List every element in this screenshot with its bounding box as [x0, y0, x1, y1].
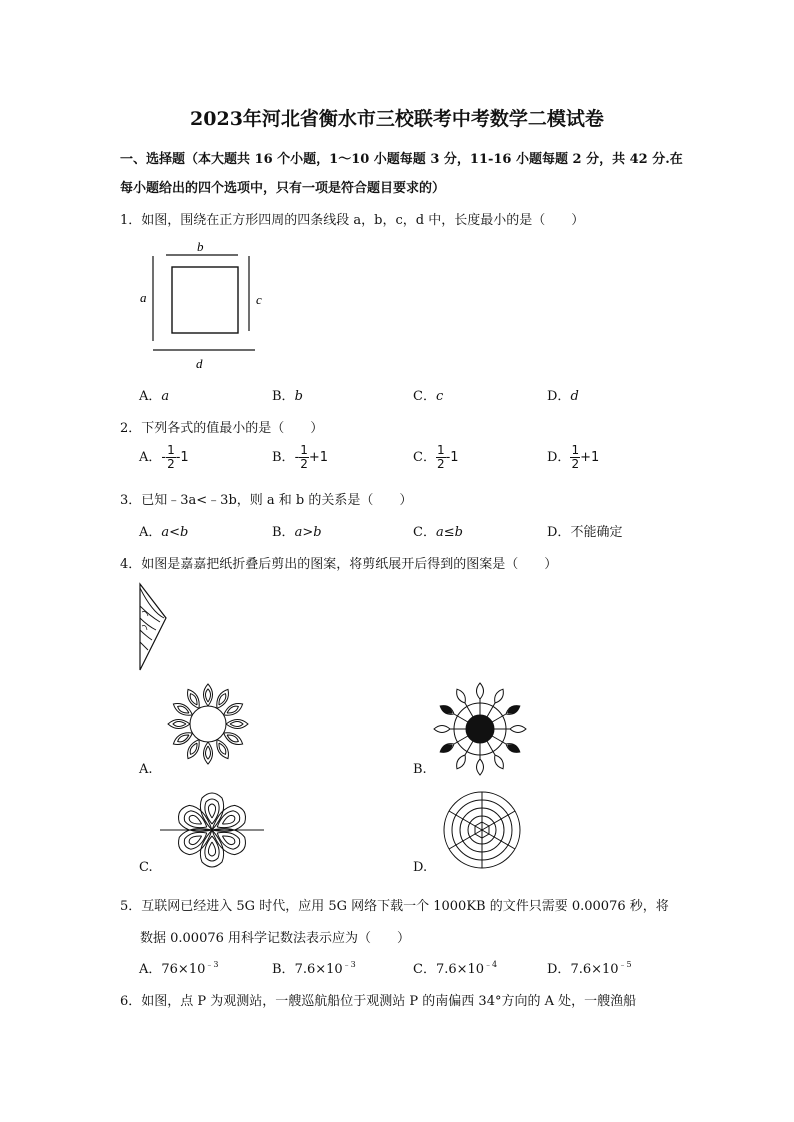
label-c: c	[256, 292, 262, 307]
question-6-stem: 6．如图，点 P 为观测站，一艘巡航船位于观测站 P 的南偏西 34°方向的 A 处，一艘渔船	[120, 994, 637, 1009]
q5-option-d[interactable]: D．$7.6\times 10^{﹣5}$	[547, 960, 632, 977]
q1-option-b[interactable]: B．b	[272, 389, 303, 404]
label-d: d	[196, 356, 203, 371]
q4-option-b[interactable]: B.	[413, 762, 427, 777]
q4-option-d[interactable]: D.	[413, 860, 428, 875]
q3-option-a[interactable]: A．a<b	[139, 525, 189, 540]
flower-pattern-d	[432, 788, 532, 872]
q2-option-a[interactable]: A．- $\frac{1}{2}$ -1	[139, 443, 189, 471]
flower-pattern-a	[158, 682, 258, 766]
folded-paper-figure	[132, 582, 172, 674]
question-5-stem-line2: 数据 0.00076 用科学记数法表示应为（ ）	[140, 931, 411, 946]
q4-option-c[interactable]: C.	[139, 860, 153, 875]
q3-option-d[interactable]: D．不能确定	[547, 525, 623, 540]
question-5-stem-line1: 5．互联网已经进入 5G 时代，应用 5G 网络下载一个 1000KB 的文件只需要 0.00076 秒，将	[120, 899, 669, 914]
label-b: b	[197, 239, 204, 254]
q3-option-c[interactable]: C．a≤b	[413, 525, 463, 540]
q5-option-b[interactable]: B．$7.6\times 10^{﹣3}$	[272, 960, 356, 977]
q4-option-a[interactable]: A.	[139, 762, 153, 777]
flower-pattern-b	[432, 682, 532, 776]
q1-option-d[interactable]: D．d	[547, 389, 579, 404]
label-a: a	[140, 290, 147, 305]
section-heading-line2: 每小题给出的四个选项中，只有一项是符合题目要求的）	[120, 181, 446, 196]
page-title: 2023年河北省衡水市三校联考中考数学二模试卷	[190, 108, 604, 130]
q1-option-c[interactable]: C．c	[413, 389, 444, 404]
q1-option-a[interactable]: A．a	[139, 389, 170, 404]
q2-option-b[interactable]: B．- $\frac{1}{2}$ +1	[272, 443, 329, 471]
q5-option-a[interactable]: A．$76\times 10^{﹣3}$	[139, 960, 219, 977]
q2-option-c[interactable]: C． $\frac{1}{2}$ -1	[413, 443, 459, 471]
square-segments-figure	[135, 236, 265, 376]
q2-option-d[interactable]: D． $\frac{1}{2}$ +1	[547, 443, 600, 471]
flower-pattern-c	[158, 788, 266, 872]
question-2-stem: 2．下列各式的值最小的是（ ）	[120, 421, 324, 436]
question-3-stem: 3．已知﹣3a<﹣3b，则 a 和 b 的关系是（ ）	[120, 493, 413, 508]
q3-option-b[interactable]: B．a>b	[272, 525, 322, 540]
section-heading-line1: 一、选择题（本大题共 16 个小题，1～10 小题每题 3 分，11-16 小题每题 2 分，共 42 分.在	[120, 152, 683, 167]
question-1-stem: 1．如图，围绕在正方形四周的四条线段 a，b，c，d 中，长度最小的是（ ）	[120, 213, 585, 228]
question-4-stem: 4．如图是嘉嘉把纸折叠后剪出的图案，将剪纸展开后得到的图案是（ ）	[120, 557, 558, 572]
q5-option-c[interactable]: C．$7.6\times 10^{﹣4}$	[413, 960, 498, 977]
